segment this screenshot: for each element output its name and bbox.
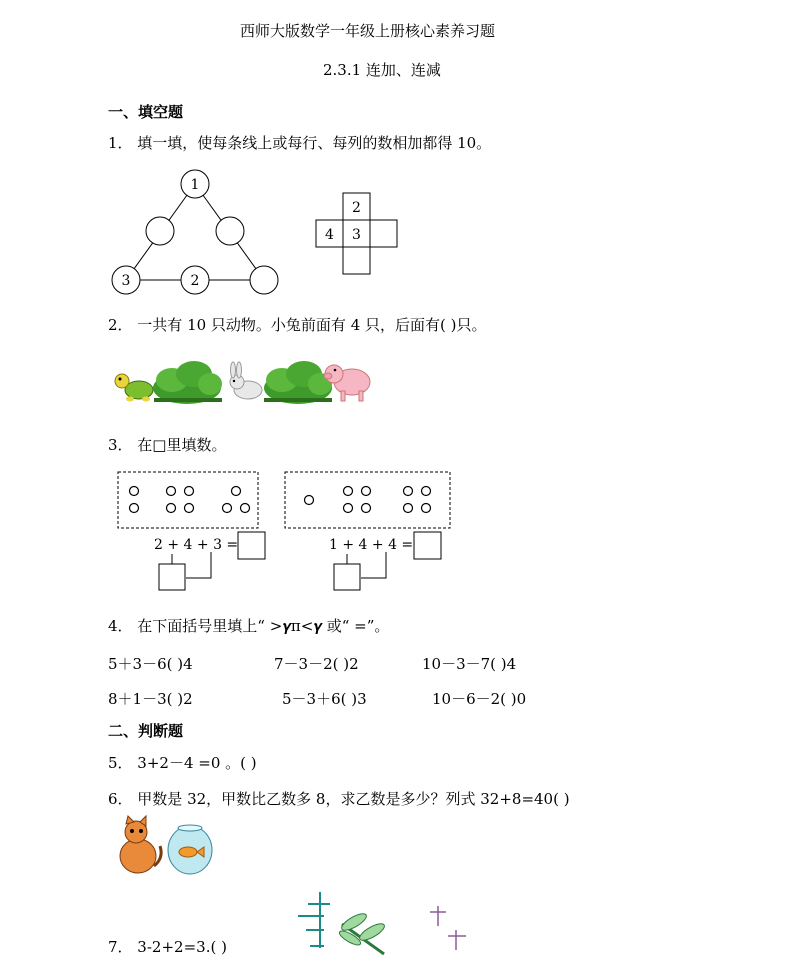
comparison-5: 5－3＋6( )3 xyxy=(282,690,367,708)
triangle-top-number: 1 xyxy=(190,177,200,193)
right-expression: 1 + 4 + 4 = xyxy=(329,537,414,553)
page-title: 西师大版数学一年级上册核心素养习题 xyxy=(240,22,496,40)
triangle-circle-left-mid xyxy=(146,217,174,245)
left-answer-box xyxy=(238,532,265,559)
question-6-text: 6． 甲数是 32，甲数比乙数多 8，求乙数是多少？列式 32+8=40( ) xyxy=(108,790,570,808)
comparison-6: 10－6－2( )0 xyxy=(432,690,527,708)
comparison-1: 5＋3－6( )4 xyxy=(108,655,193,673)
triangle-bottom-mid-number: 2 xyxy=(190,273,200,289)
triangle-circle-bottom-right xyxy=(250,266,278,294)
dragonfly-icon xyxy=(338,911,387,954)
question-7-text: 7． 3-2+2=3.( ) xyxy=(108,938,227,956)
rabbit-icon xyxy=(230,362,262,399)
circles-addition-diagram xyxy=(116,470,456,595)
right-answer-box xyxy=(414,532,441,559)
question-2-text: 2． 一共有 10 只动物。小兔前面有 4 只，后面有( )只。 xyxy=(108,316,487,334)
section-judge-title: 二、判断题 xyxy=(108,722,184,740)
right-partial-box xyxy=(334,564,360,590)
question-1-text: 1． 填一填，使每条线上或每行、每列的数相加都得 10。 xyxy=(108,134,492,152)
dragonfly-icon xyxy=(298,892,330,948)
comparison-4: 8＋1－3( )2 xyxy=(108,690,193,708)
cross-grid xyxy=(316,193,398,275)
dragonfly-icon xyxy=(430,906,466,950)
cross-center-number: 3 xyxy=(352,227,361,243)
turtle-icon xyxy=(115,374,153,402)
comparison-3: 10－3－7( )4 xyxy=(422,655,517,673)
question-3-text: 3． 在□里填数。 xyxy=(108,436,227,454)
question-4-text: 4． 在下面括号里填上“ >𝜸π<𝜸 或“ =”。 xyxy=(108,617,390,635)
cross-cell-right xyxy=(370,220,397,247)
triangle-bottom-left-number: 3 xyxy=(121,273,131,289)
fishbowl-icon xyxy=(168,825,212,874)
animals-row-image xyxy=(112,358,374,406)
left-expression: 2 + 4 + 3 = xyxy=(154,537,239,553)
cat-icon xyxy=(120,816,161,873)
left-dashed-box xyxy=(118,472,258,528)
dragonflies-image xyxy=(284,888,474,968)
triangle-circle-right-mid xyxy=(216,217,244,245)
cross-left-number: 4 xyxy=(325,227,334,243)
cross-cell-bottom xyxy=(343,247,370,274)
cross-top-number: 2 xyxy=(352,200,361,216)
question-5-text: 5． 3+2－4 =0 。( ) xyxy=(108,754,257,772)
triangle-diagram xyxy=(100,165,290,305)
comparison-2: 7－3－2( )2 xyxy=(274,655,359,673)
page-subtitle: 2.3.1 连加、连减 xyxy=(323,61,441,79)
bush-icon xyxy=(153,361,222,404)
cat-fishbowl-image xyxy=(108,818,218,876)
bush-icon xyxy=(264,361,332,404)
section-fill-in-title: 一、填空题 xyxy=(108,103,184,121)
left-partial-box xyxy=(159,564,185,590)
